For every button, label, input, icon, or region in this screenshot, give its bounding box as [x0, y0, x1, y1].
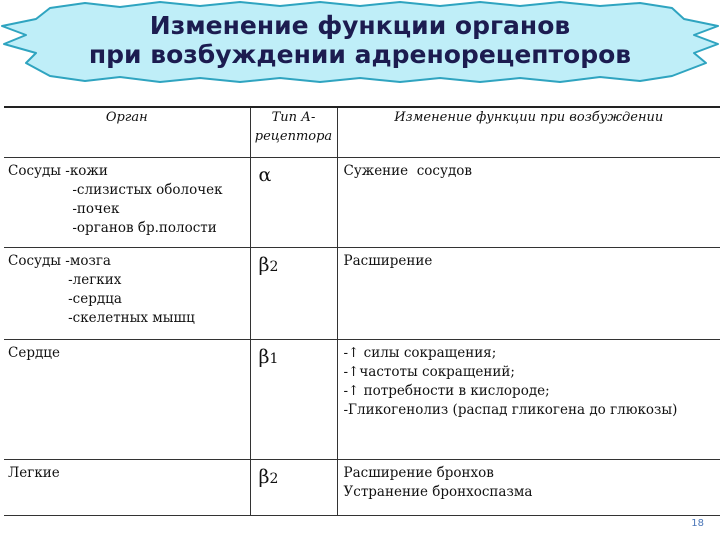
organ-line: Легкие [8, 464, 60, 481]
receptor-symbol: β [258, 253, 270, 276]
receptor-symbol: α [258, 163, 272, 186]
change-line: -Гликогенолиз (распад гликогена до глюкозы) [343, 401, 678, 418]
organ-line: -скелетных мышц [8, 309, 195, 326]
receptor-subtype: 2 [269, 258, 279, 275]
organ-line: Сосуды -кожи [8, 162, 108, 179]
organ-cell [4, 339, 250, 459]
table-header-row [4, 107, 720, 157]
organ-line: Сердце [8, 344, 60, 361]
organ-line: -почек [8, 200, 120, 217]
header-organ: Орган [4, 107, 250, 157]
organ-line: -органов бр.полости [8, 219, 217, 236]
change-line: Устранение бронхоспазма [343, 483, 533, 500]
table-row [4, 339, 720, 459]
function-change-cell [337, 339, 720, 459]
receptor-symbol: β [258, 345, 270, 368]
title-line-2: при возбуждении адренорецепторов [88, 40, 632, 69]
organ-function-table [4, 106, 720, 516]
table-row [4, 459, 720, 515]
header-receptor-type: Тип А-рецептора [250, 107, 337, 157]
organ-line: -слизистых оболочек [8, 181, 223, 198]
organ-line: -легких [8, 271, 122, 288]
page-number: 18 [691, 518, 704, 529]
organ-line: Сосуды -мозга [8, 252, 111, 269]
function-change-cell [337, 247, 720, 339]
change-line: Расширение [343, 252, 433, 269]
table-row [4, 247, 720, 339]
receptor-type-cell [250, 247, 337, 339]
receptor-type-cell [250, 339, 337, 459]
receptor-type-cell [250, 459, 337, 515]
header-function-change: Изменение функции при возбуждении [337, 107, 720, 157]
function-change-cell [337, 157, 720, 247]
change-line: -↑ потребности в кислороде; [343, 382, 550, 399]
change-line: Сужение сосудов [343, 162, 472, 179]
change-line: -↑частоты сокращений; [343, 363, 515, 380]
title-line-1: Изменение функции органов [149, 11, 571, 40]
receptor-type-cell [250, 157, 337, 247]
table-row [4, 157, 720, 247]
organ-cell [4, 247, 250, 339]
organ-cell [4, 157, 250, 247]
organ-line: -сердца [8, 290, 122, 307]
receptor-symbol: β [258, 465, 270, 488]
change-line: -↑ силы сокращения; [343, 344, 497, 361]
function-change-cell [337, 459, 720, 515]
receptor-subtype: 1 [269, 350, 279, 367]
change-line: Расширение бронхов [343, 464, 494, 481]
receptor-subtype: 2 [269, 470, 279, 487]
organ-cell [4, 459, 250, 515]
